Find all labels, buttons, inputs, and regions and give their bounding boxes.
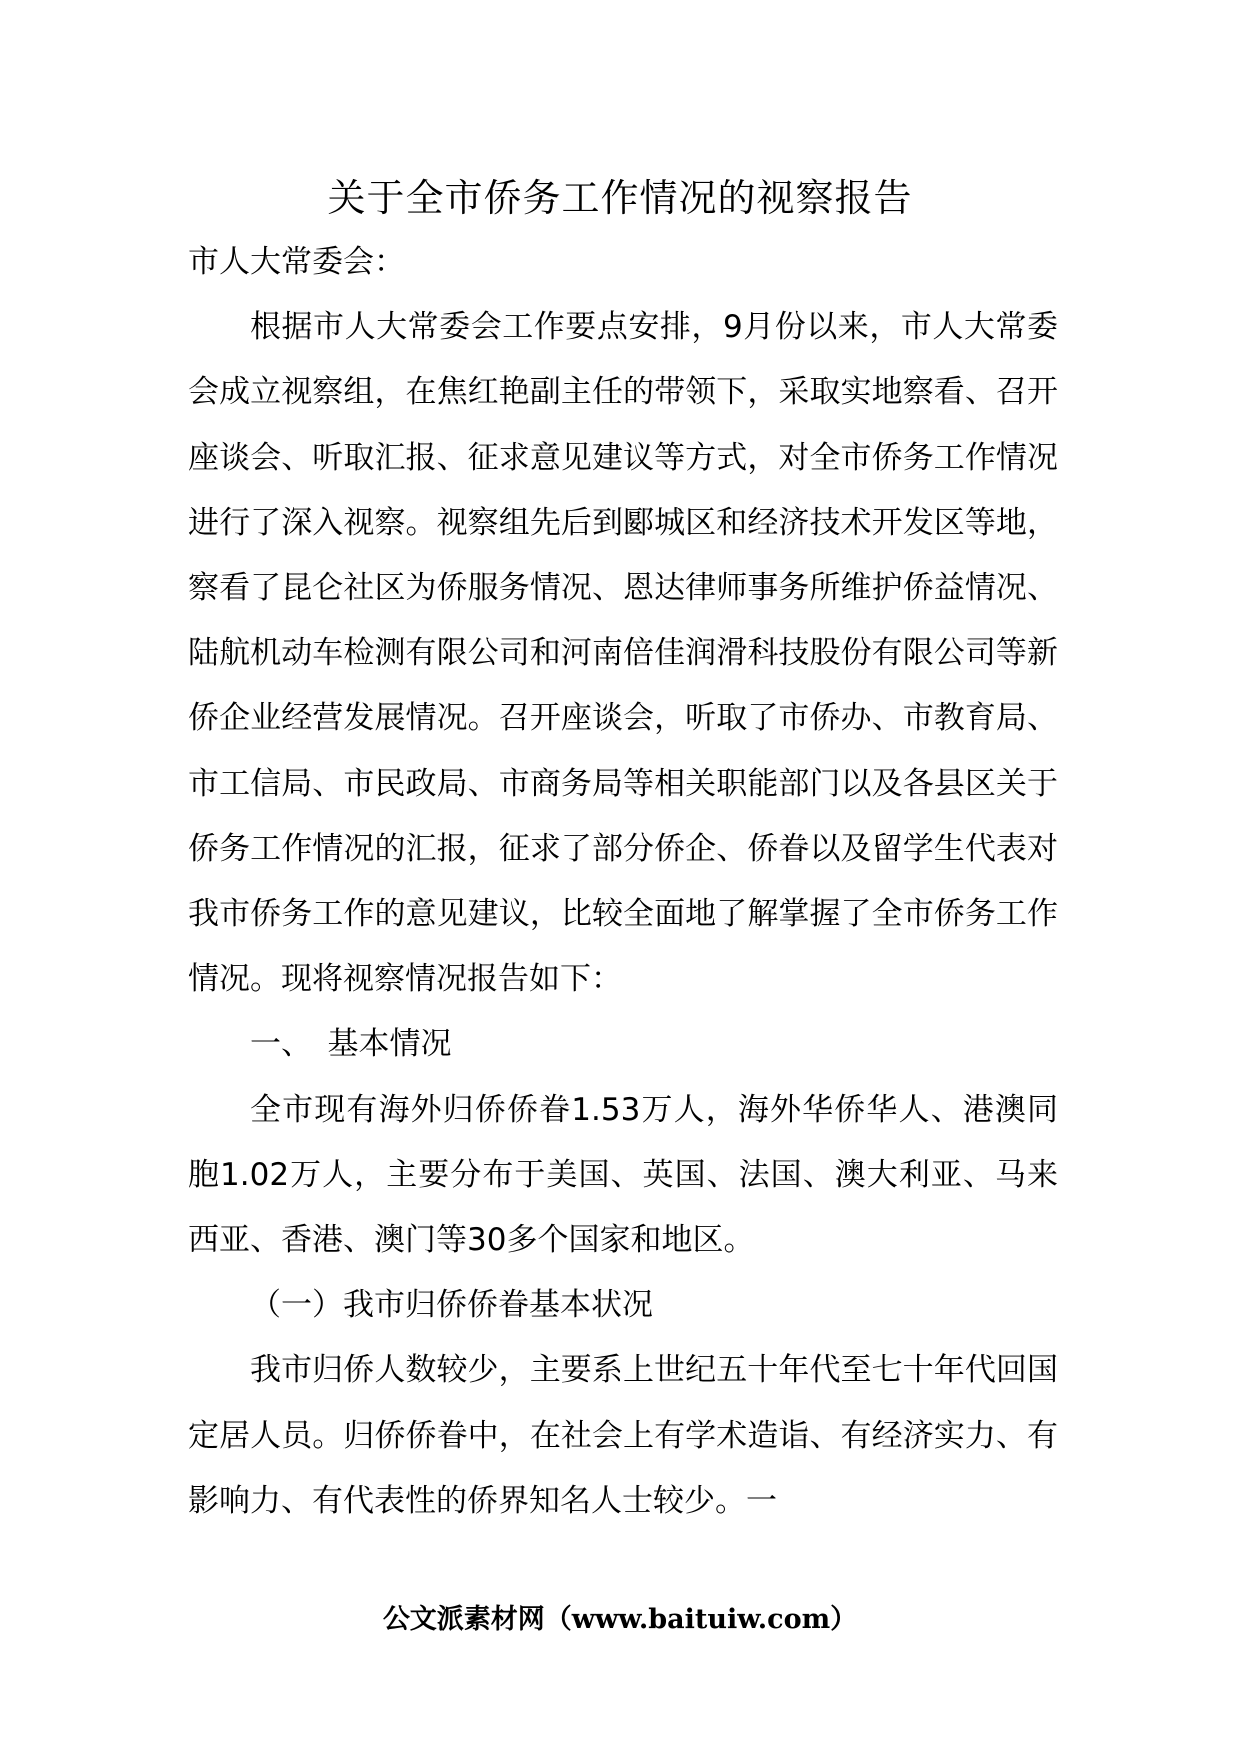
subsection-heading-returned-overseas: （一）我市归侨侨眷基本状况 — [250, 1287, 653, 1324]
section-heading-basic-situation: 一、 基本情况 — [250, 1026, 452, 1063]
paragraph-intro: 根据市人大常委会工作要点安排，9月份以来，市人大常委会成立视察组，在焦红艳副主任的带领下，采取实地察看、召开座谈会、听取汇报、征求意见建议等方式，对全市侨务工作情况进行了深入视察。视察组先后到郾城区和经济技术开发区等地，察看了昆仑社区为侨服务情况、恩达律师事务所维护侨益情况、陆航机动车检测有限公司和河南倍佳润滑科技股份有限公司等新侨企业经营发展情况。召开座谈会，听取了市侨办、市教育局、市工信局、市民政局、市商务局等相关职能部门以及各县区关于侨务工作情况的汇报，征求了部分侨企、侨眷以及留学生代表对我市侨务工作的意见建议，比较全面地了解掌握了全市侨务工作情况。现将视察情况报告如下： — [188, 309, 1058, 998]
paragraph-overseas-population: 全市现有海外归侨侨眷1.53万人，海外华侨华人、港澳同胞1.02万人，主要分布于美国、英国、法国、澳大利亚、马来西亚、香港、澳门等30多个国家和地区。 — [188, 1091, 1058, 1259]
paragraph-returned-overseas: 我市归侨人数较少，主要系上世纪五十年代至七十年代回国定居人员。归侨侨眷中，在社会上有学术造诣、有经济实力、有影响力、有代表性的侨界知名人士较少。一 — [188, 1352, 1058, 1519]
document-body — [188, 230, 1058, 1534]
document-title: 关于全市侨务工作情况的视察报告 — [327, 176, 913, 220]
salutation: 市人大常委会： — [188, 244, 405, 280]
footer-watermark: 公文派素材网（www.baituiw.com） — [382, 1604, 858, 1635]
